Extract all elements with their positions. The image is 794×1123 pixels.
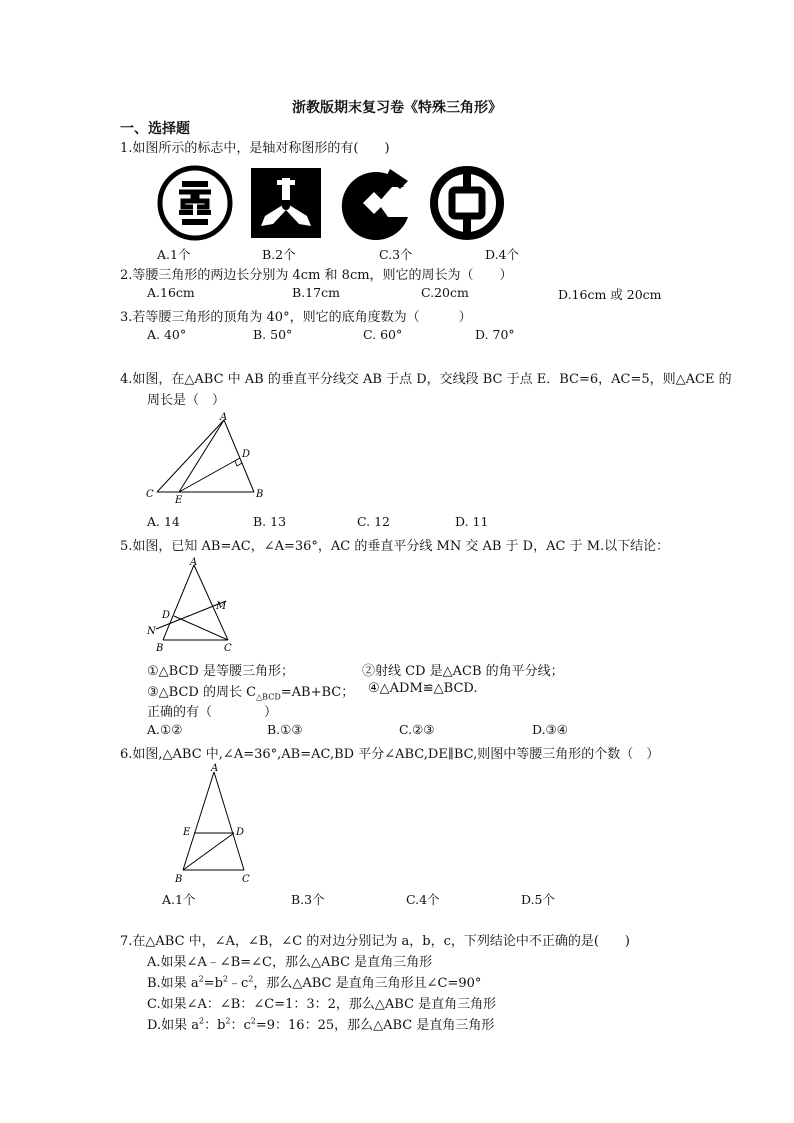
section-heading: 一、选择题 xyxy=(120,121,190,137)
q4-option-d[interactable]: D. 11 xyxy=(455,514,489,529)
windmill-logo-icon xyxy=(251,168,321,238)
q7-option-c[interactable]: C.如果∠A：∠B：∠C=1：3：2，那么△ABC 是直角三角形 xyxy=(147,997,497,1012)
question-3-stem: 3.若等腰三角形的顶角为 40°，则它的底角度数为（ ） xyxy=(120,310,472,325)
q1-option-a[interactable]: A.1个 xyxy=(157,247,191,262)
q2-option-c[interactable]: C.20cm xyxy=(421,285,469,300)
question-4-stem-line2: 周长是（ ） xyxy=(147,393,226,408)
question-6-stem: 6.如图,△ABC 中,∠A=36°,AB=AC,BD 平分∠ABC,DE∥BC,则图中等腰三角形的个数（ ） xyxy=(120,747,660,762)
q7-option-d-sup-c: 2 xyxy=(250,1016,256,1026)
q5-conclusion-3-sub: △BCD xyxy=(256,692,281,702)
q5-prompt: 正确的有（ ） xyxy=(147,705,278,720)
q7-option-b-sup-a: 2 xyxy=(198,974,204,984)
q5-triangle-figure xyxy=(144,556,244,654)
q4-label-d: D xyxy=(242,449,251,460)
bank-of-china-logo-icon xyxy=(428,164,506,242)
q5-label-d: D xyxy=(162,610,171,621)
q2-option-a[interactable]: A.16cm xyxy=(147,285,195,300)
q4-option-a[interactable]: A. 14 xyxy=(147,514,180,529)
bank-logo-icon xyxy=(157,165,233,241)
q4-label-c: C xyxy=(146,489,154,500)
q5-option-b[interactable]: B.①③ xyxy=(267,722,303,737)
q2-option-b[interactable]: B.17cm xyxy=(292,285,340,300)
q5-conclusion-3 xyxy=(147,681,354,702)
q7-option-d-mid2: ：c xyxy=(230,1018,251,1033)
q5-conclusion-3-post: =AB+BC； xyxy=(280,685,355,700)
q7-option-d-mid: ：b xyxy=(204,1018,226,1033)
q5-label-b: B xyxy=(156,643,164,654)
q1-option-b[interactable]: B.2个 xyxy=(262,247,296,262)
q4-triangle-figure xyxy=(144,410,269,505)
q7-option-b-post: ，那么△ABC 是直角三角形且∠C=90° xyxy=(253,976,482,991)
q6-option-c[interactable]: C.4个 xyxy=(406,892,440,907)
q5-conclusion-3-pre: ③△BCD 的周长 C xyxy=(147,685,257,700)
q6-label-e: E xyxy=(183,827,191,838)
q6-label-d: D xyxy=(236,827,245,838)
q7-option-a[interactable]: A.如果∠A﹣∠B=∠C，那么△ABC 是直角三角形 xyxy=(147,955,433,970)
q7-option-d-pre: D.如果 a xyxy=(147,1018,199,1033)
q3-option-a[interactable]: A. 40° xyxy=(147,327,187,342)
q7-option-d-sup-a: 2 xyxy=(198,1016,205,1026)
q7-option-b[interactable] xyxy=(147,972,481,991)
q5-label-m: M xyxy=(216,601,227,612)
q3-option-b[interactable]: B. 50° xyxy=(253,327,293,342)
q1-option-d[interactable]: D.4个 xyxy=(485,247,520,262)
q5-option-a[interactable]: A.①② xyxy=(147,722,183,737)
question-2-stem: 2.等腰三角形的两边长分别为 4cm 和 8cm，则它的周长为（ ） xyxy=(120,268,513,283)
question-4-stem-line1: 4.如图，在△ABC 中 AB 的垂直平分线交 AB 于点 D，交线段 BC 于点 E．BC=6，AC=5，则△ACE 的 xyxy=(120,372,732,387)
q4-label-e: E xyxy=(175,495,183,505)
q6-option-b[interactable]: B.3个 xyxy=(291,892,325,907)
q7-option-b-mid: =b xyxy=(203,976,223,991)
q7-option-b-sup-c: 2 xyxy=(248,974,254,984)
q4-label-b: B xyxy=(256,489,264,500)
q6-triangle-figure xyxy=(170,760,260,885)
q1-option-c[interactable]: C.3个 xyxy=(379,247,413,262)
q6-label-a: A xyxy=(211,763,219,774)
q2-option-d[interactable]: D.16cm 或 20cm xyxy=(558,287,662,302)
coin-logo-icon xyxy=(338,165,414,241)
q4-label-a: A xyxy=(220,412,228,423)
q5-conclusion-4: ④△ADM≌△BCD. xyxy=(368,681,478,696)
q5-option-c[interactable]: C.②③ xyxy=(399,722,435,737)
q7-option-b-pre: B.如果 a xyxy=(147,976,199,991)
question-7-stem: 7.在△ABC 中，∠A，∠B，∠C 的对边分别记为 a，b，c，下列结论中不正确的是( ) xyxy=(120,934,630,949)
q5-label-a: A xyxy=(190,557,198,568)
q5-label-n: N xyxy=(147,626,156,637)
q5-label-c: C xyxy=(224,643,232,654)
q7-option-d-sup-b: 2 xyxy=(225,1016,231,1026)
question-5-stem: 5.如图，已知 AB=AC，∠A=36°，AC 的垂直平分线 MN 交 AB 于 D，AC 于 M.以下结论： xyxy=(120,539,670,554)
q5-conclusion-2: ②射线 CD 是△ACB 的角平分线； xyxy=(362,664,564,679)
q6-option-d[interactable]: D.5个 xyxy=(521,892,556,907)
q3-option-c[interactable]: C. 60° xyxy=(363,327,403,342)
q6-label-c: C xyxy=(242,874,250,885)
question-1-stem: 1.如图所示的标志中，是轴对称图形的有( ) xyxy=(120,141,390,156)
q3-option-d[interactable]: D. 70° xyxy=(475,327,515,342)
q7-option-b-mid2: ﹣c xyxy=(227,976,249,991)
q7-option-b-sup-b: 2 xyxy=(222,974,228,984)
q4-option-b[interactable]: B. 13 xyxy=(253,514,287,529)
q6-option-a[interactable]: A.1个 xyxy=(162,892,196,907)
q7-option-d[interactable] xyxy=(147,1014,494,1033)
q7-option-d-post: =9：16：25，那么△ABC 是直角三角形 xyxy=(255,1018,495,1033)
q5-conclusion-1: ①△BCD 是等腰三角形； xyxy=(147,664,294,679)
q6-label-b: B xyxy=(175,874,183,885)
q5-option-d[interactable]: D.③④ xyxy=(532,722,568,737)
page-title: 浙教版期末复习卷《特殊三角形》 xyxy=(292,100,502,116)
q4-option-c[interactable]: C. 12 xyxy=(357,514,390,529)
